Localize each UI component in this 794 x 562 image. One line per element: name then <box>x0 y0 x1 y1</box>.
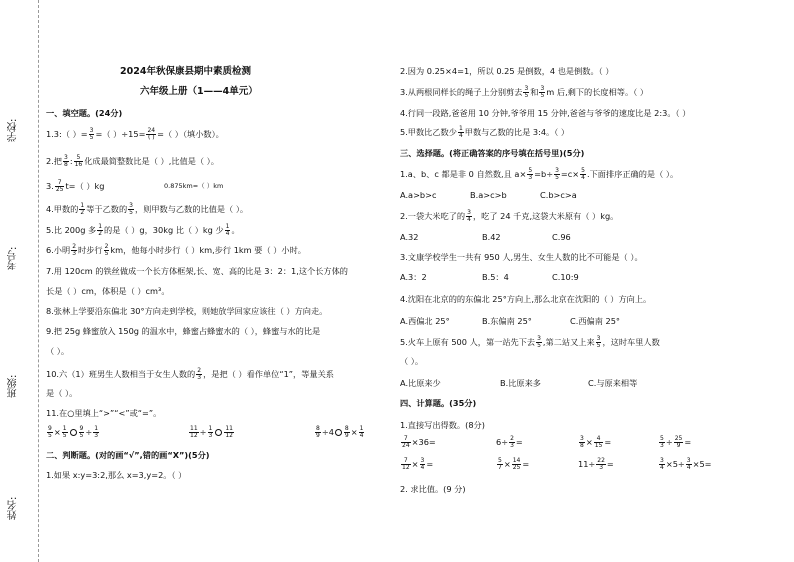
text: m 后,剩下的长度相等。（ ） <box>546 87 649 97</box>
numerator: 8 <box>316 425 320 432</box>
question-1-9a: 9.把 25g 蜂蜜放入 150g 的温水中，蜂蜜占蜂蜜水的（ ），蜂蜜与水的比是 <box>46 326 321 336</box>
fraction <box>554 168 560 181</box>
numerator: 3 <box>596 335 601 342</box>
text: 甲数与乙数的比是 3:4。（ ） <box>464 127 570 137</box>
fraction <box>196 368 202 381</box>
fraction <box>71 244 77 257</box>
text: ，吃了 24 千克,这袋大米原有（ ）kg。 <box>472 211 619 221</box>
denominator: 5 <box>537 342 541 349</box>
calc-item <box>658 436 691 449</box>
denominator: 9 <box>676 442 681 449</box>
numerator: 3 <box>129 202 133 209</box>
choice-1-option-b[interactable]: B.a>c>b <box>470 190 507 200</box>
section-3-title: 三、选择题。(将正确答案的序号填在括号里)(5分) <box>400 148 585 158</box>
operator: ÷ <box>321 427 329 437</box>
fraction <box>579 436 585 449</box>
numerator: 3 <box>537 335 541 342</box>
denominator: 8 <box>580 442 584 449</box>
text: 1.3:（ ）= <box>46 129 88 139</box>
choice-2-option-c[interactable]: C.96 <box>552 232 571 242</box>
numerator: 5 <box>581 167 585 174</box>
text: ，则甲数与乙数的比值是（ ）。 <box>134 204 249 214</box>
fraction <box>523 86 529 99</box>
text: ×36= <box>411 437 436 447</box>
question-1-7b: 长是（ ）cm，体积是（ ）cm³。 <box>46 286 170 296</box>
choice-3-option-b[interactable]: B.5：4 <box>482 272 509 282</box>
numerator: 5 <box>528 167 533 174</box>
compare-circle[interactable] <box>335 429 342 436</box>
calc-item <box>496 458 529 471</box>
numerator: 5 <box>660 435 664 442</box>
denominator: 3 <box>94 432 99 439</box>
fraction <box>208 426 214 439</box>
fraction <box>594 436 604 449</box>
denominator: 5 <box>596 342 601 349</box>
text: = <box>522 459 530 469</box>
text: 6.小明 <box>46 245 71 255</box>
denominator: 25 <box>55 186 64 193</box>
fraction <box>420 458 426 471</box>
choice-4-option-c[interactable]: C.西偏南 25° <box>570 316 620 326</box>
choice-5-option-b[interactable]: B.比原来多 <box>500 378 541 388</box>
numerator: 9 <box>48 425 52 432</box>
text: ，这时车里人数 <box>602 337 660 347</box>
text: ,第二站又上来 <box>542 337 595 347</box>
denominator: 15 <box>594 442 603 449</box>
fraction <box>659 458 665 471</box>
calc-part-2-title: 2. 求比值。(9 分) <box>400 484 466 494</box>
fraction <box>596 336 602 349</box>
numerator: 3 <box>420 457 425 464</box>
numerator: 3 <box>524 85 529 92</box>
fraction <box>189 426 199 439</box>
fraction <box>509 436 515 449</box>
text: 和 <box>530 87 539 97</box>
denominator: 24 <box>402 442 410 449</box>
fraction <box>401 436 411 449</box>
fraction <box>674 436 684 449</box>
text: 4.甲数的 <box>46 204 79 214</box>
numerator: 11 <box>225 425 233 432</box>
choice-5-option-c[interactable]: C.与原来相等 <box>588 378 638 388</box>
denominator: 4 <box>359 432 364 439</box>
choice-4-option-b[interactable]: B.东偏南 25° <box>482 316 532 326</box>
question-1-3b: 0.875km=（ ）km <box>164 182 224 190</box>
compare-expr-c <box>314 426 365 439</box>
fraction <box>344 426 350 439</box>
operator: × <box>53 427 61 437</box>
denominator: 3 <box>197 374 202 381</box>
page-title: 2024年秋保康县期中素质检测 <box>120 66 251 77</box>
section-4-title: 四、计算题。(35分) <box>400 398 477 408</box>
operator: ÷ <box>85 427 93 437</box>
numerator: 7 <box>401 436 411 443</box>
numerator: 22 <box>597 457 605 464</box>
denominator: 2 <box>80 209 85 216</box>
choice-2 <box>400 210 618 223</box>
section-2-title: 二、判断题。(对的画“√”,错的画“X”)(5分) <box>46 450 210 460</box>
operator: ÷ <box>199 427 207 437</box>
text: = <box>604 437 612 447</box>
question-1-6 <box>46 244 306 257</box>
judge-5 <box>400 126 569 139</box>
text: 2.把 <box>46 156 62 166</box>
question-1-4 <box>46 203 248 216</box>
page-subtitle: 六年级上册（1——4单元） <box>140 86 258 97</box>
compare-circle[interactable] <box>70 429 77 436</box>
compare-expr-b <box>188 426 235 439</box>
choice-5-line2: （ ）。 <box>400 356 424 366</box>
numerator: 3 <box>64 154 68 161</box>
number: 4 <box>328 427 334 437</box>
text: 。 <box>231 225 240 235</box>
fraction <box>104 244 110 257</box>
fraction <box>315 426 321 439</box>
numerator: 8 <box>344 425 349 432</box>
fraction <box>458 126 464 139</box>
denominator: 9 <box>344 432 349 439</box>
denominator: 4 <box>467 216 471 223</box>
fraction <box>225 224 231 237</box>
denominator: 5 <box>540 92 545 99</box>
text: × <box>411 459 419 469</box>
numerator: 5 <box>74 155 84 162</box>
denominator: 5 <box>129 209 133 216</box>
fraction <box>79 203 85 216</box>
denominator: 2 <box>98 230 103 237</box>
choice-1-option-a[interactable]: A.a>b>c <box>400 190 437 200</box>
fraction <box>47 426 53 439</box>
question-1-8: 8.张林上学要沿东偏北 30°方向走到学校，则她放学回家应该往（ ）方向走。 <box>46 306 328 316</box>
text: 3.从两根同样长的绳子上分别剪去 <box>400 87 523 97</box>
text: = <box>426 459 434 469</box>
question-1-2: 2.把 $\frac{3}{8}$ : $\frac{5}{16}$ 化成最简整数比是（ ）,比值是（ ）。 <box>46 154 219 168</box>
fraction <box>62 426 68 439</box>
numerator: 1 <box>94 425 99 432</box>
text: 5.比 200g 多 <box>46 225 97 235</box>
denominator: ( ) <box>147 134 155 141</box>
question-1-11: 11.在○里填上“>”“<”或“=”。 <box>46 408 162 418</box>
text: 时步行 <box>78 245 103 255</box>
text: 6÷ <box>496 437 509 447</box>
numerator: 3 <box>686 457 691 464</box>
calc-item <box>578 458 614 471</box>
fraction <box>580 168 586 181</box>
fraction <box>224 426 234 439</box>
fraction <box>401 458 411 471</box>
denominator: 5 <box>555 174 559 181</box>
compare-expr-a <box>46 426 100 439</box>
numerator: 4 <box>594 436 604 443</box>
choice-1-option-c[interactable]: C.b>c>a <box>540 190 577 200</box>
calc-item <box>400 436 436 449</box>
numerator: 1 <box>359 425 364 432</box>
denominator: 4 <box>458 132 463 139</box>
name-label: 姓名: <box>8 496 19 520</box>
text: 5.甲数比乙数少 <box>400 127 457 137</box>
numerator: 3 <box>89 127 94 134</box>
numerator: 3 <box>580 435 584 442</box>
text: 11÷ <box>578 459 596 469</box>
text: =c× <box>560 169 580 179</box>
numerator: 24 <box>147 127 156 134</box>
denominator: 3 <box>510 442 514 449</box>
question-1-10b: 是（ ）。 <box>46 388 78 398</box>
denominator: 3 <box>208 432 213 439</box>
denominator: 7 <box>498 464 502 471</box>
numerator: 3 <box>540 85 545 92</box>
fraction <box>497 458 503 471</box>
fraction <box>359 426 365 439</box>
denominator: 4 <box>660 464 664 471</box>
fraction <box>659 436 665 449</box>
text: 10.六（1）班男生人数相当于女生人数的 <box>46 369 196 379</box>
numerator: 1 <box>80 202 85 209</box>
class-label: 班级: <box>8 374 19 398</box>
text: = <box>606 459 614 469</box>
fraction <box>512 458 522 471</box>
denominator: 5 <box>79 432 84 439</box>
text: 等于乙数的 <box>86 204 128 214</box>
text: =（ ）（填小数）。 <box>157 129 224 139</box>
denominator: 5 <box>89 134 94 141</box>
fraction <box>536 336 542 349</box>
numerator: 3 <box>555 167 559 174</box>
numerator: 3 <box>660 457 664 464</box>
numerator: 25 <box>674 435 683 442</box>
numerator: 1 <box>458 125 463 132</box>
denominator: 16 <box>74 161 83 168</box>
numerator: 9 <box>79 425 84 432</box>
text: ÷ <box>665 437 673 447</box>
denominator: 4 <box>686 464 691 471</box>
text: 5.火车上原有 500 人，第一站先下去 <box>400 337 536 347</box>
choice-2-option-a[interactable]: A.32 <box>400 232 419 242</box>
exam-number-label: 考号: <box>8 246 19 270</box>
numerator: 2 <box>510 435 514 442</box>
right-column <box>400 0 790 562</box>
denominator: 5 <box>62 432 67 439</box>
left-column <box>46 0 396 562</box>
text: ×5= <box>692 459 712 469</box>
judge-3 <box>400 86 648 99</box>
numerator: 1 <box>208 425 213 432</box>
denominator: 8 <box>64 161 68 168</box>
choice-4: 4.沈阳在北京的的东偏北 25°方向上,那么北京在沈阳的（ ）方向上。 <box>400 294 652 304</box>
fraction <box>89 128 95 141</box>
denominator: 5 <box>48 432 52 439</box>
text: × <box>585 437 593 447</box>
judge-4: 4.行同一段路,爸爸用 10 分钟,爷爷用 15 分钟,爸爸与爷爷的速度比是 2:3。（ ） <box>400 108 691 118</box>
text: 化成最简整数比是（ ）,比值是（ ）。 <box>84 156 219 166</box>
choice-1 <box>400 168 678 181</box>
choice-5 <box>400 336 660 349</box>
text: t=（ ）kg <box>65 181 105 191</box>
fraction <box>79 426 85 439</box>
numerator: 14 <box>512 457 521 464</box>
section-1-title: 一、填空题。(24分) <box>46 108 123 118</box>
denominator: 12 <box>190 432 198 439</box>
judge-1: 1.如果 x:y=3:2,那么 x=3,y=2。（ ） <box>46 470 187 480</box>
numerator: 1 <box>225 223 230 230</box>
denominator: 9 <box>316 432 320 439</box>
fraction <box>74 155 84 168</box>
calc-item <box>496 436 523 449</box>
choice-5-option-a[interactable]: A.比原来少 <box>400 378 441 388</box>
judge-2: 2.因为 0.25×4=1，所以 0.25 是倒数，4 也是倒数。（ ） <box>400 66 614 76</box>
fraction <box>55 180 65 193</box>
numerator: 1 <box>98 223 103 230</box>
text: = <box>515 437 523 447</box>
fraction <box>527 168 533 181</box>
question-1-9b: （ ）。 <box>46 346 70 356</box>
calc-item <box>658 458 712 471</box>
choice-3-option-c[interactable]: C.10:9 <box>552 272 579 282</box>
text: ，是把（ ）看作单位“1”，等量关系 <box>203 369 334 379</box>
numerator: 11 <box>190 425 198 432</box>
numerator: 5 <box>498 457 502 464</box>
denominator: 3 <box>72 250 77 257</box>
fraction <box>63 155 69 168</box>
denominator: 12 <box>402 464 410 471</box>
choice-4-option-a[interactable]: A.西偏北 25° <box>400 316 450 326</box>
choice-3: 3.文康学校学生一共有 950 人,男生、女生人数的比不可能是（ ）。 <box>400 252 643 262</box>
fraction <box>93 426 99 439</box>
text: 3. <box>46 181 54 191</box>
question-1-1 <box>46 128 224 141</box>
calc-item <box>578 436 611 449</box>
text: 的是（ ）g，30kg 比（ ）kg 少 <box>104 225 224 235</box>
denominator: 25 <box>512 464 521 471</box>
text: km，他每小时步行（ ）km,步行 1km 要（ ）小时。 <box>110 245 306 255</box>
text: =（ ）÷15= <box>95 129 146 139</box>
numerator: 7 <box>55 180 65 187</box>
denominator: 3 <box>660 442 664 449</box>
text: 2.一袋大米吃了的 <box>400 211 466 221</box>
fraction <box>146 128 156 141</box>
numerator: 2 <box>104 243 109 250</box>
school-label: 学校: <box>8 118 19 142</box>
binding-margin <box>0 0 39 562</box>
question-1-5 <box>46 224 240 237</box>
text: .下面排序正确的是（ ）。 <box>586 169 679 179</box>
text: =b÷ <box>534 169 554 179</box>
fraction <box>128 203 134 216</box>
fraction <box>686 458 692 471</box>
text: × <box>503 459 511 469</box>
text: 1.a、b、c 都是非 0 自然数,且 a× <box>400 169 527 179</box>
denominator: 4 <box>225 230 230 237</box>
denominator: 5 <box>104 250 109 257</box>
text: ×5÷ <box>665 459 685 469</box>
calc-part-1-title: 1.直接写出得数。(8分) <box>400 420 485 430</box>
operator: × <box>350 427 358 437</box>
denominator: 12 <box>225 432 233 439</box>
denominator: 5 <box>524 92 529 99</box>
numerator: 1 <box>62 425 67 432</box>
choice-3-option-a[interactable]: A.3：2 <box>400 272 427 282</box>
question-1-7a: 7.用 120cm 的铁丝做成一个长方体框架,长、宽、高的比是 3：2：1,这个长方体的 <box>46 266 348 276</box>
denominator: 4 <box>420 464 425 471</box>
numerator: 7 <box>401 458 411 465</box>
fraction <box>596 458 606 471</box>
fraction <box>97 224 103 237</box>
numerator: 3 <box>467 209 471 216</box>
denominator: 4 <box>581 174 585 181</box>
numerator: 2 <box>197 367 202 374</box>
question-1-3 <box>46 180 104 193</box>
numerator: 2 <box>72 243 77 250</box>
calc-item <box>400 458 433 471</box>
denominator: 3 <box>599 464 604 471</box>
question-1-10a <box>46 368 334 381</box>
fraction <box>539 86 545 99</box>
compare-circle[interactable] <box>215 429 222 436</box>
fraction <box>466 210 472 223</box>
denominator: 3 <box>528 174 533 181</box>
choice-2-option-b[interactable]: B.42 <box>482 232 501 242</box>
text: = <box>684 437 692 447</box>
